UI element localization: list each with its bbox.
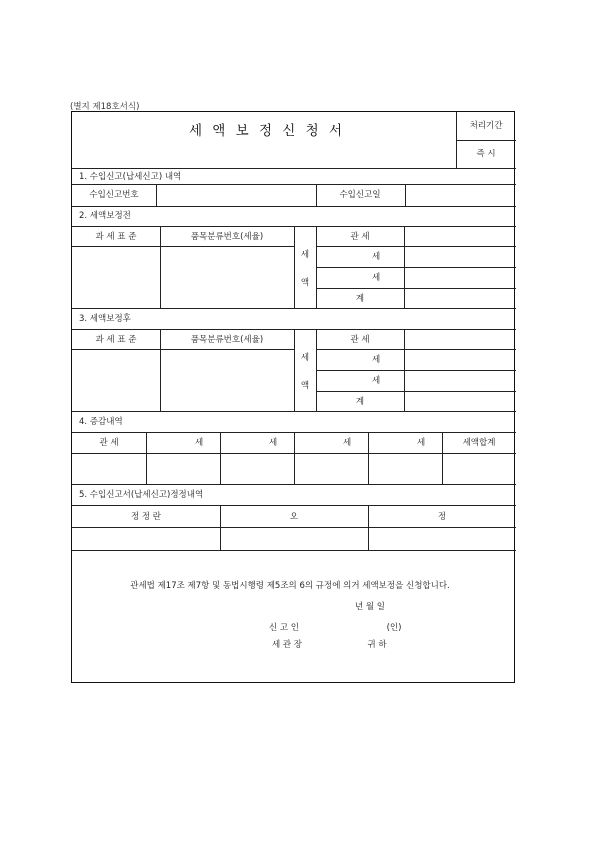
header-bottom-line xyxy=(72,168,516,169)
declaration-date-label: 수입신고일 xyxy=(339,190,381,200)
change-col-5: 세 xyxy=(417,438,426,448)
tax-row-1: 세 xyxy=(372,252,381,262)
change-col-4: 세 xyxy=(343,438,352,448)
tax-base-label-after: 과 세 표 준 xyxy=(95,335,137,345)
applicant-label: 신 고 인 xyxy=(268,623,300,633)
tax-base-label: 과 세 표 준 xyxy=(95,232,137,242)
section4-heading: 4. 증감내역 xyxy=(79,417,123,427)
tax-amount-label-1: 세 xyxy=(300,250,310,260)
hs-code-label-after: 품목분류번호(세율) xyxy=(190,335,264,345)
tax-row-total: 계 xyxy=(355,294,365,304)
form-title: 세 액 보 정 신 청 서 xyxy=(188,123,346,139)
correction-col-right: 정 xyxy=(437,512,447,522)
hs-code-label: 품목분류번호(세율) xyxy=(190,232,264,242)
correction-col-wrong: 오 xyxy=(289,512,299,522)
tax-correction-form xyxy=(71,111,515,683)
change-col-total: 세액합계 xyxy=(462,438,496,448)
section5-heading: 5. 수입신고서(납세신고)정정내역 xyxy=(79,490,204,500)
section1-heading: 1. 수입신고(납세신고) 내역 xyxy=(79,172,182,182)
processing-period-label: 처리기간 xyxy=(469,121,503,131)
section2-heading: 2. 세액보정전 xyxy=(79,211,131,221)
honorific-label: 귀 하 xyxy=(367,640,387,650)
correction-col-field: 정 정 란 xyxy=(130,512,162,522)
tax-amount-label-after-2: 액 xyxy=(300,381,310,391)
tax-row-2: 세 xyxy=(372,273,381,283)
tax-amount-label-2: 액 xyxy=(300,278,310,288)
tax-amount-label-after-1: 세 xyxy=(300,353,310,363)
processing-divider xyxy=(456,140,516,141)
tax-row-customs-after: 관 세 xyxy=(350,335,370,345)
form-number-caption: (별지 제18호서식) xyxy=(70,102,140,112)
processing-period-value: 즉 시 xyxy=(476,149,496,159)
change-col-3: 세 xyxy=(269,438,278,448)
seal-mark: (인) xyxy=(386,623,402,633)
tax-row-total-after: 계 xyxy=(355,397,365,407)
declaration-number-label: 수입신고번호 xyxy=(89,190,139,200)
declaration-statement: 관세법 제17조 제7항 및 동법시행령 제5조의 6의 규정에 의거 세액보정을 신청합니다. xyxy=(130,581,450,591)
tax-row-after-1: 세 xyxy=(372,355,381,365)
customs-head-label: 세 관 장 xyxy=(271,640,303,650)
change-col-2: 세 xyxy=(195,438,204,448)
declaration-date: 년 월 일 xyxy=(354,602,386,612)
tax-row-customs: 관 세 xyxy=(350,232,370,242)
change-col-customs: 관 세 xyxy=(99,438,119,448)
section3-heading: 3. 세액보정후 xyxy=(79,314,131,324)
tax-row-after-2: 세 xyxy=(372,376,381,386)
